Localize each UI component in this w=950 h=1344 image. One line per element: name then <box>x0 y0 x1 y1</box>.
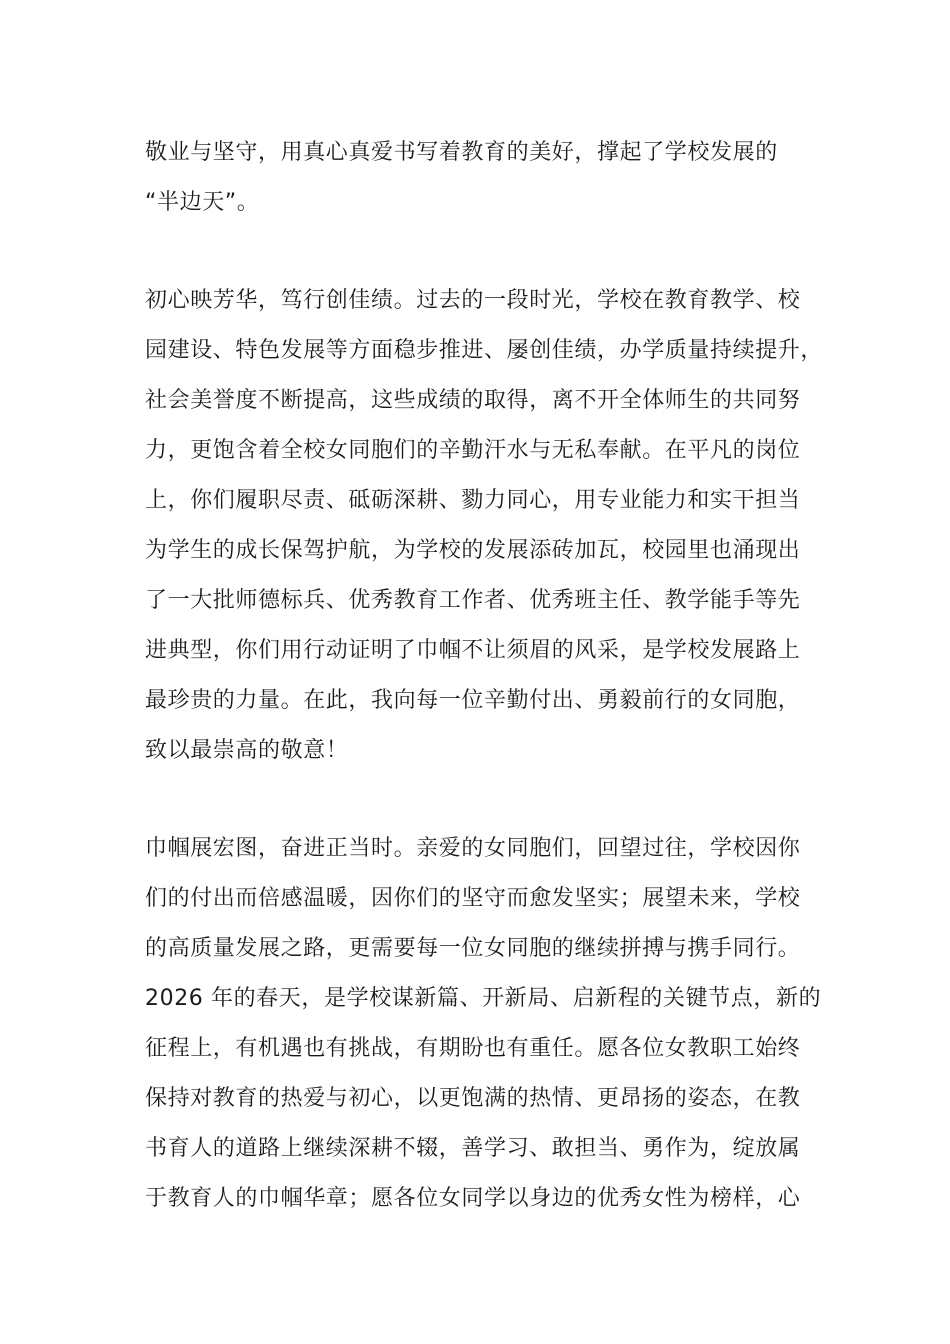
text-line: 的高质量发展之路，更需要每一位女同胞的继续拼搏与携手同行。 <box>145 936 801 961</box>
text-line: 2026 年的春天，是学校谋新篇、开新局、启新程的关键节点，新的 <box>145 986 822 1011</box>
text-line: 初心映芳华，笃行创佳绩。过去的一段时光，学校在教育教学、校 <box>145 288 801 313</box>
text-line: “半边天”。 <box>145 190 260 215</box>
text-line: 社会美誉度不断提高，这些成绩的取得，离不开全体师生的共同努 <box>145 388 801 413</box>
text-line: 了一大批师德标兵、优秀教育工作者、优秀班主任、教学能手等先 <box>145 588 801 613</box>
text-line: 为学生的成长保驾护航，为学校的发展添砖加瓦，校园里也涌现出 <box>145 538 801 563</box>
text-line: 们的付出而倍感温暖，因你们的坚守而愈发坚实；展望未来，学校 <box>145 886 801 911</box>
text-line: 园建设、特色发展等方面稳步推进、屡创佳绩，办学质量持续提升， <box>145 338 824 363</box>
text-line: 最珍贵的力量。在此，我向每一位辛勤付出、勇毅前行的女同胞， <box>145 688 801 713</box>
text-line: 于教育人的巾帼华章；愿各位女同学以身边的优秀女性为榜样，心 <box>145 1186 801 1211</box>
text-line: 书育人的道路上继续深耕不辍，善学习、敢担当、勇作为，绽放属 <box>145 1136 801 1161</box>
text-line: 征程上，有机遇也有挑战，有期盼也有重任。愿各位女教职工始终 <box>145 1036 801 1061</box>
text-line: 巾帼展宏图，奋进正当时。亲爱的女同胞们，回望过往，学校因你 <box>145 836 801 861</box>
paragraph-2 <box>145 276 835 776</box>
text-line: 敬业与坚守，用真心真爱书写着教育的美好，撑起了学校发展的 <box>145 140 778 165</box>
text-line: 致以最崇高的敬意！ <box>145 738 349 763</box>
text-line: 进典型，你们用行动证明了巾帼不让须眉的风采，是学校发展路上 <box>145 638 801 663</box>
text-line: 上，你们履职尽责、砥砺深耕、勠力同心，用专业能力和实干担当 <box>145 488 801 513</box>
paragraph-1 <box>145 128 835 228</box>
text-line: 保持对教育的热爱与初心，以更饱满的热情、更昂扬的姿态，在教 <box>145 1086 801 1111</box>
text-line: 力，更饱含着全校女同胞们的辛勤汗水与无私奉献。在平凡的岗位 <box>145 438 801 463</box>
paragraph-3 <box>145 824 835 1224</box>
